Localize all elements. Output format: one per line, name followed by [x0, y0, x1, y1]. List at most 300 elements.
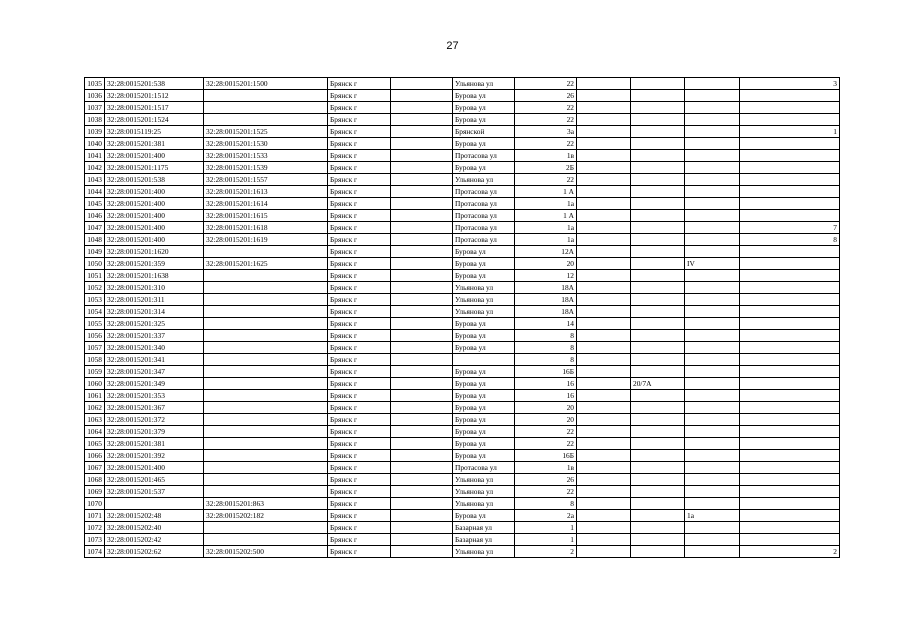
- cadastral-number: 32:28:0015201:1620: [105, 246, 204, 258]
- apartment-cell: [685, 246, 740, 258]
- blank-cell: [391, 150, 453, 162]
- building-cell: [631, 414, 685, 426]
- city-cell: Брянск г: [328, 234, 391, 246]
- house-number-cell: 18А: [515, 294, 577, 306]
- empty-cell: [577, 534, 631, 546]
- empty-cell: [577, 486, 631, 498]
- row-number: 1074: [85, 546, 105, 558]
- table-row: [85, 90, 840, 102]
- extra-cell: [740, 522, 840, 534]
- empty-cell: [577, 150, 631, 162]
- city-cell: Брянск г: [328, 426, 391, 438]
- cadastral-number: 32:28:0015202:62: [105, 546, 204, 558]
- city-cell: Брянск г: [328, 522, 391, 534]
- row-number: 1071: [85, 510, 105, 522]
- apartment-cell: [685, 438, 740, 450]
- row-number: 1060: [85, 378, 105, 390]
- apartment-cell: [685, 522, 740, 534]
- street-cell: Ульянова ул: [453, 294, 515, 306]
- apartment-cell: [685, 474, 740, 486]
- blank-cell: [391, 270, 453, 282]
- linked-cadastral-number: [204, 438, 328, 450]
- street-cell: Брянской: [453, 126, 515, 138]
- table-row: [85, 510, 840, 522]
- cadastral-number: 32:28:0015201:311: [105, 294, 204, 306]
- blank-cell: [391, 102, 453, 114]
- table-row: [85, 78, 840, 90]
- table-row: [85, 522, 840, 534]
- city-cell: Брянск г: [328, 282, 391, 294]
- street-cell: Бурова ул: [453, 510, 515, 522]
- blank-cell: [391, 174, 453, 186]
- house-number-cell: 22: [515, 102, 577, 114]
- building-cell: [631, 162, 685, 174]
- extra-cell: 2: [740, 546, 840, 558]
- empty-cell: [577, 162, 631, 174]
- empty-cell: [577, 498, 631, 510]
- cadastral-number: 32:28:0015201:538: [105, 174, 204, 186]
- building-cell: [631, 126, 685, 138]
- street-cell: Бурова ул: [453, 114, 515, 126]
- apartment-cell: [685, 342, 740, 354]
- street-cell: [453, 354, 515, 366]
- blank-cell: [391, 510, 453, 522]
- house-number-cell: 1а: [515, 198, 577, 210]
- house-number-cell: 20: [515, 414, 577, 426]
- row-number: 1062: [85, 402, 105, 414]
- street-cell: Ульянова ул: [453, 78, 515, 90]
- table-row: [85, 534, 840, 546]
- linked-cadastral-number: [204, 306, 328, 318]
- street-cell: Протасова ул: [453, 210, 515, 222]
- table-row: [85, 306, 840, 318]
- page-number: 27: [446, 40, 459, 52]
- cadastral-number: 32:28:0015201:400: [105, 150, 204, 162]
- blank-cell: [391, 198, 453, 210]
- linked-cadastral-number: 32:28:0015202:500: [204, 546, 328, 558]
- registry-table: [84, 77, 840, 558]
- table-row: [85, 222, 840, 234]
- table-row: [85, 270, 840, 282]
- extra-cell: [740, 246, 840, 258]
- empty-cell: [577, 318, 631, 330]
- building-cell: [631, 402, 685, 414]
- city-cell: Брянск г: [328, 126, 391, 138]
- city-cell: Брянск г: [328, 90, 391, 102]
- extra-cell: [740, 498, 840, 510]
- city-cell: Брянск г: [328, 174, 391, 186]
- street-cell: Бурова ул: [453, 90, 515, 102]
- empty-cell: [577, 390, 631, 402]
- blank-cell: [391, 450, 453, 462]
- cadastral-number: 32:28:0015201:337: [105, 330, 204, 342]
- house-number-cell: 16Б: [515, 450, 577, 462]
- street-cell: Бурова ул: [453, 426, 515, 438]
- apartment-cell: [685, 150, 740, 162]
- building-cell: [631, 450, 685, 462]
- empty-cell: [577, 270, 631, 282]
- city-cell: Брянск г: [328, 258, 391, 270]
- blank-cell: [391, 294, 453, 306]
- extra-cell: [740, 342, 840, 354]
- table-row: [85, 498, 840, 510]
- table-row: [85, 462, 840, 474]
- row-number: 1043: [85, 174, 105, 186]
- apartment-cell: 1а: [685, 510, 740, 522]
- blank-cell: [391, 378, 453, 390]
- linked-cadastral-number: [204, 270, 328, 282]
- city-cell: Брянск г: [328, 534, 391, 546]
- linked-cadastral-number: [204, 114, 328, 126]
- apartment-cell: [685, 378, 740, 390]
- extra-cell: [740, 294, 840, 306]
- empty-cell: [577, 426, 631, 438]
- house-number-cell: 16: [515, 378, 577, 390]
- linked-cadastral-number: [204, 450, 328, 462]
- building-cell: [631, 366, 685, 378]
- row-number: 1064: [85, 426, 105, 438]
- house-number-cell: 8: [515, 330, 577, 342]
- empty-cell: [577, 234, 631, 246]
- empty-cell: [577, 402, 631, 414]
- city-cell: Брянск г: [328, 78, 391, 90]
- house-number-cell: 20: [515, 258, 577, 270]
- building-cell: [631, 150, 685, 162]
- cadastral-number: 32:28:0015201:400: [105, 462, 204, 474]
- cadastral-number: 32:28:0015201:1175: [105, 162, 204, 174]
- linked-cadastral-number: 32:28:0015201:1500: [204, 78, 328, 90]
- linked-cadastral-number: [204, 486, 328, 498]
- city-cell: Брянск г: [328, 186, 391, 198]
- street-cell: Ульянова ул: [453, 546, 515, 558]
- empty-cell: [577, 102, 631, 114]
- table-row: [85, 246, 840, 258]
- house-number-cell: 3а: [515, 126, 577, 138]
- city-cell: Брянск г: [328, 366, 391, 378]
- blank-cell: [391, 246, 453, 258]
- cadastral-number: 32:28:0015201:341: [105, 354, 204, 366]
- apartment-cell: [685, 162, 740, 174]
- apartment-cell: [685, 174, 740, 186]
- row-number: 1057: [85, 342, 105, 354]
- apartment-cell: [685, 498, 740, 510]
- apartment-cell: [685, 354, 740, 366]
- extra-cell: [740, 102, 840, 114]
- house-number-cell: 1в: [515, 462, 577, 474]
- blank-cell: [391, 414, 453, 426]
- street-cell: Ульянова ул: [453, 486, 515, 498]
- city-cell: Брянск г: [328, 150, 391, 162]
- empty-cell: [577, 354, 631, 366]
- extra-cell: [740, 462, 840, 474]
- blank-cell: [391, 306, 453, 318]
- table-row: [85, 138, 840, 150]
- linked-cadastral-number: 32:28:0015202:182: [204, 510, 328, 522]
- building-cell: [631, 138, 685, 150]
- building-cell: [631, 114, 685, 126]
- empty-cell: [577, 114, 631, 126]
- table-row: [85, 150, 840, 162]
- building-cell: [631, 330, 685, 342]
- street-cell: Бурова ул: [453, 378, 515, 390]
- empty-cell: [577, 210, 631, 222]
- building-cell: [631, 474, 685, 486]
- house-number-cell: 26: [515, 90, 577, 102]
- city-cell: Брянск г: [328, 438, 391, 450]
- extra-cell: [740, 90, 840, 102]
- house-number-cell: 1 А: [515, 210, 577, 222]
- extra-cell: [740, 150, 840, 162]
- house-number-cell: 2Б: [515, 162, 577, 174]
- house-number-cell: 22: [515, 114, 577, 126]
- apartment-cell: [685, 462, 740, 474]
- building-cell: [631, 462, 685, 474]
- linked-cadastral-number: 32:28:0015201:1530: [204, 138, 328, 150]
- blank-cell: [391, 342, 453, 354]
- extra-cell: [740, 138, 840, 150]
- city-cell: Брянск г: [328, 270, 391, 282]
- building-cell: [631, 390, 685, 402]
- linked-cadastral-number: [204, 378, 328, 390]
- house-number-cell: 8: [515, 354, 577, 366]
- linked-cadastral-number: 32:28:0015201:1613: [204, 186, 328, 198]
- row-number: 1040: [85, 138, 105, 150]
- blank-cell: [391, 474, 453, 486]
- blank-cell: [391, 90, 453, 102]
- street-cell: Ульянова ул: [453, 174, 515, 186]
- blank-cell: [391, 354, 453, 366]
- empty-cell: [577, 138, 631, 150]
- linked-cadastral-number: 32:28:0015201:863: [204, 498, 328, 510]
- empty-cell: [577, 462, 631, 474]
- apartment-cell: IV: [685, 258, 740, 270]
- extra-cell: [740, 318, 840, 330]
- blank-cell: [391, 126, 453, 138]
- linked-cadastral-number: [204, 330, 328, 342]
- house-number-cell: 20: [515, 402, 577, 414]
- building-cell: [631, 102, 685, 114]
- table-row: [85, 234, 840, 246]
- row-number: 1050: [85, 258, 105, 270]
- cadastral-number: 32:28:0015201:359: [105, 258, 204, 270]
- apartment-cell: [685, 450, 740, 462]
- linked-cadastral-number: [204, 282, 328, 294]
- city-cell: Брянск г: [328, 330, 391, 342]
- building-cell: [631, 174, 685, 186]
- blank-cell: [391, 438, 453, 450]
- cadastral-number: 32:28:0015201:353: [105, 390, 204, 402]
- empty-cell: [577, 258, 631, 270]
- street-cell: Бурова ул: [453, 342, 515, 354]
- apartment-cell: [685, 198, 740, 210]
- building-cell: [631, 198, 685, 210]
- house-number-cell: 1а: [515, 234, 577, 246]
- linked-cadastral-number: 32:28:0015201:1533: [204, 150, 328, 162]
- linked-cadastral-number: [204, 354, 328, 366]
- linked-cadastral-number: 32:28:0015201:1525: [204, 126, 328, 138]
- extra-cell: [740, 174, 840, 186]
- row-number: 1073: [85, 534, 105, 546]
- street-cell: Бурова ул: [453, 138, 515, 150]
- row-number: 1036: [85, 90, 105, 102]
- city-cell: Брянск г: [328, 402, 391, 414]
- blank-cell: [391, 498, 453, 510]
- street-cell: Бурова ул: [453, 414, 515, 426]
- extra-cell: [740, 474, 840, 486]
- street-cell: Бурова ул: [453, 366, 515, 378]
- building-cell: [631, 510, 685, 522]
- table-row: [85, 426, 840, 438]
- extra-cell: [740, 378, 840, 390]
- row-number: 1052: [85, 282, 105, 294]
- row-number: 1053: [85, 294, 105, 306]
- building-cell: [631, 246, 685, 258]
- empty-cell: [577, 222, 631, 234]
- row-number: 1067: [85, 462, 105, 474]
- registry-body: [85, 78, 840, 558]
- linked-cadastral-number: 32:28:0015201:1619: [204, 234, 328, 246]
- city-cell: Брянск г: [328, 102, 391, 114]
- cadastral-number: 32:28:0015201:538: [105, 78, 204, 90]
- building-cell: [631, 534, 685, 546]
- city-cell: Брянск г: [328, 222, 391, 234]
- linked-cadastral-number: [204, 90, 328, 102]
- street-cell: Бурова ул: [453, 330, 515, 342]
- house-number-cell: 12: [515, 270, 577, 282]
- street-cell: Бурова ул: [453, 438, 515, 450]
- building-cell: [631, 342, 685, 354]
- cadastral-number: 32:28:0015201:367: [105, 402, 204, 414]
- house-number-cell: 1: [515, 522, 577, 534]
- building-cell: [631, 78, 685, 90]
- cadastral-number: 32:28:0015202:48: [105, 510, 204, 522]
- cadastral-number: 32:28:0015202:40: [105, 522, 204, 534]
- city-cell: Брянск г: [328, 462, 391, 474]
- extra-cell: [740, 114, 840, 126]
- row-number: 1042: [85, 162, 105, 174]
- street-cell: Бурова ул: [453, 258, 515, 270]
- house-number-cell: 16: [515, 390, 577, 402]
- building-cell: [631, 426, 685, 438]
- row-number: 1068: [85, 474, 105, 486]
- cadastral-number: 32:28:0015201:310: [105, 282, 204, 294]
- building-cell: [631, 306, 685, 318]
- extra-cell: 1: [740, 126, 840, 138]
- city-cell: Брянск г: [328, 318, 391, 330]
- blank-cell: [391, 210, 453, 222]
- linked-cadastral-number: [204, 474, 328, 486]
- linked-cadastral-number: [204, 414, 328, 426]
- building-cell: [631, 546, 685, 558]
- building-cell: [631, 498, 685, 510]
- empty-cell: [577, 342, 631, 354]
- apartment-cell: [685, 282, 740, 294]
- apartment-cell: [685, 102, 740, 114]
- linked-cadastral-number: 32:28:0015201:1614: [204, 198, 328, 210]
- row-number: 1059: [85, 366, 105, 378]
- city-cell: Брянск г: [328, 474, 391, 486]
- cadastral-number: 32:28:0015201:400: [105, 210, 204, 222]
- extra-cell: [740, 510, 840, 522]
- empty-cell: [577, 78, 631, 90]
- table-row: [85, 210, 840, 222]
- building-cell: [631, 354, 685, 366]
- apartment-cell: [685, 78, 740, 90]
- house-number-cell: 2: [515, 546, 577, 558]
- city-cell: Брянск г: [328, 414, 391, 426]
- blank-cell: [391, 522, 453, 534]
- extra-cell: [740, 438, 840, 450]
- apartment-cell: [685, 114, 740, 126]
- blank-cell: [391, 78, 453, 90]
- table-row: [85, 450, 840, 462]
- table-row: [85, 438, 840, 450]
- house-number-cell: 22: [515, 174, 577, 186]
- empty-cell: [577, 378, 631, 390]
- empty-cell: [577, 522, 631, 534]
- row-number: 1038: [85, 114, 105, 126]
- blank-cell: [391, 330, 453, 342]
- city-cell: Брянск г: [328, 486, 391, 498]
- house-number-cell: 18А: [515, 282, 577, 294]
- row-number: 1072: [85, 522, 105, 534]
- table-row: [85, 378, 840, 390]
- linked-cadastral-number: [204, 342, 328, 354]
- table-row: [85, 402, 840, 414]
- table-row: [85, 102, 840, 114]
- blank-cell: [391, 366, 453, 378]
- cadastral-number: 32:28:0015119:25: [105, 126, 204, 138]
- city-cell: Брянск г: [328, 546, 391, 558]
- apartment-cell: [685, 294, 740, 306]
- row-number: 1070: [85, 498, 105, 510]
- apartment-cell: [685, 402, 740, 414]
- building-cell: [631, 438, 685, 450]
- extra-cell: [740, 486, 840, 498]
- empty-cell: [577, 546, 631, 558]
- city-cell: Брянск г: [328, 246, 391, 258]
- blank-cell: [391, 546, 453, 558]
- city-cell: Брянск г: [328, 498, 391, 510]
- linked-cadastral-number: [204, 522, 328, 534]
- street-cell: Протасова ул: [453, 198, 515, 210]
- row-number: 1056: [85, 330, 105, 342]
- street-cell: Ульянова ул: [453, 282, 515, 294]
- row-number: 1041: [85, 150, 105, 162]
- street-cell: Бурова ул: [453, 270, 515, 282]
- apartment-cell: [685, 366, 740, 378]
- empty-cell: [577, 126, 631, 138]
- row-number: 1048: [85, 234, 105, 246]
- extra-cell: [740, 270, 840, 282]
- blank-cell: [391, 282, 453, 294]
- table-row: [85, 294, 840, 306]
- building-cell: [631, 90, 685, 102]
- cadastral-number: 32:28:0015201:1638: [105, 270, 204, 282]
- empty-cell: [577, 414, 631, 426]
- cadastral-number: 32:28:0015201:325: [105, 318, 204, 330]
- blank-cell: [391, 390, 453, 402]
- row-number: 1061: [85, 390, 105, 402]
- table-row: [85, 198, 840, 210]
- empty-cell: [577, 174, 631, 186]
- house-number-cell: 18А: [515, 306, 577, 318]
- cadastral-number: 32:28:0015201:537: [105, 486, 204, 498]
- cadastral-number: 32:28:0015201:340: [105, 342, 204, 354]
- table-row: [85, 126, 840, 138]
- row-number: 1044: [85, 186, 105, 198]
- apartment-cell: [685, 210, 740, 222]
